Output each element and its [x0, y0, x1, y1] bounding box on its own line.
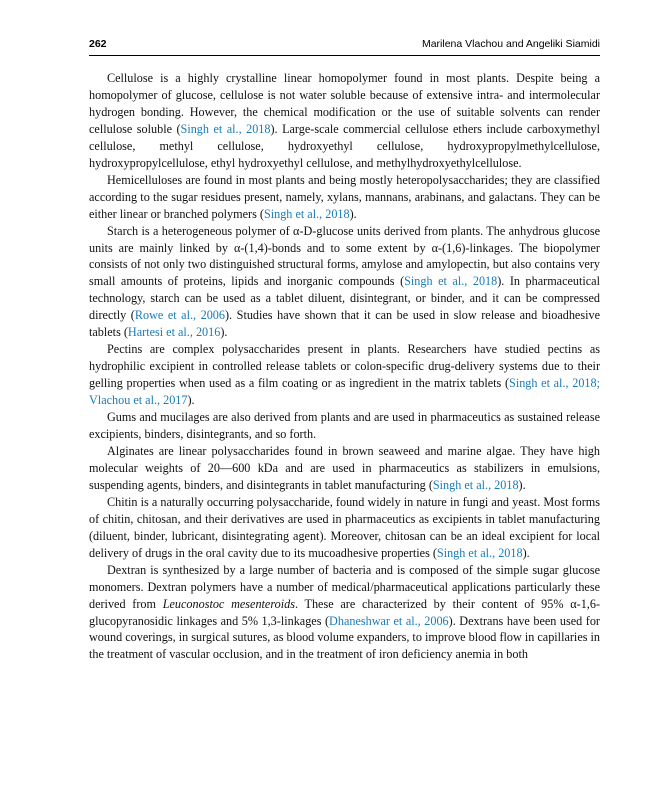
paragraph-text: Alginates are linear polysaccharides found in brown seaweed and marine algae. They have high molecular weights of 20—600 kDa and are used in pharmaceutics as stabilizers in emulsions, suspending agents, binders, and disintegrants in tablet manufacturing (	[89, 443, 600, 492]
running-header	[89, 38, 600, 52]
paragraph	[89, 562, 600, 664]
paragraph	[89, 172, 600, 223]
citation-link[interactable]: Singh et al., 2018	[436, 545, 523, 560]
paragraph-text: Chitin is a naturally occurring polysaccharide, found widely in nature in fungi and yeast. Most forms of chitin, chitosan, and their derivatives are used in pharmaceutics as excipients in tablet manufacturing (diluent, binder, lubricant, disintegrating agent). Moreover, chitosan can be an ideal excipient for local delivery of drugs in the oral cavity due to its mucoadhesive properties (	[89, 494, 600, 560]
paragraph-text: Gums and mucilages are also derived from plants and are used in pharmaceutics as sustained release excipients, binders, disintegrants, and so forth.	[89, 410, 600, 442]
citation-link[interactable]: Singh et al., 2018; Vlachou et al., 2017	[89, 376, 600, 408]
italic-text: Leuconostoc mesenteroids	[162, 596, 295, 611]
paragraph	[89, 443, 600, 494]
paragraph	[89, 494, 600, 562]
paragraph-text: ). Studies have shown that it can be used in slow release and bioadhesive tablets (	[89, 308, 600, 340]
paragraph	[89, 70, 600, 172]
citation-link[interactable]: Singh et al., 2018	[404, 274, 498, 289]
paragraph	[89, 341, 600, 409]
body-text	[89, 70, 600, 663]
paragraph-text: Hemicelluloses are found in most plants and being mostly heteropolysaccharides; they are classified according to the sugar residues present, namely, xylans, mannans, arabinans, and galactans. They can be either linear or branched polymers (	[89, 172, 600, 221]
paragraph-text: ).	[518, 477, 526, 492]
citation-link[interactable]: Dhaneshwar et al., 2006	[329, 613, 449, 628]
paragraph	[89, 409, 600, 443]
running-head-authors: Marilena Vlachou and Angeliki Siamidi	[421, 38, 600, 50]
paragraph	[89, 223, 600, 342]
paragraph-text: ). In pharmaceutical technology, starch can be used as a tablet diluent, disintegrant, or binder, and it can be compressed directly (	[89, 274, 600, 323]
paragraph-text: ). Dextrans have been used for wound coverings, in surgical sutures, as blood volume expanders, to improve blood flow in capillaries in the treatment of vascular occlusion, and in the treatment of iron deficiency anemia in both	[89, 613, 600, 662]
paragraph-text: Cellulose is a highly crystalline linear homopolymer found in most plants. Despite being a homopolymer of glucose, cellulose is not water soluble because of extensive intra- and intermolecular hydrogen bonding. However, the chemical modification or the use of suitable solvents can render cellulose soluble (	[89, 71, 600, 136]
paragraph-text: Starch is a heterogeneous polymer of α-D-glucose units derived from plants. The anhydrous glucose units are mainly linked by α-(1,4)-bonds and to some extent by α-(1,6)-linkages. The biopolymer consists of not only two distinguished structural forms, amylose and amylopectin, but also contains very small amounts of proteins, lipids and inorganic compounds (	[89, 223, 600, 289]
page-number: 262	[89, 38, 107, 50]
citation-link[interactable]: Hartesi et al., 2016	[127, 325, 221, 340]
citation-link[interactable]: Singh et al., 2018	[263, 206, 350, 221]
paragraph-text: ). Large-scale commercial cellulose ethers include carboxymethyl cellulose, methyl cellulose, hydroxyethyl cellulose, hydroxypropylmethylcellulose, hydroxypropylcellulose, ethyl hydroxyethyl cellulose, and methylhydroxyethylcellulose.	[89, 121, 600, 170]
paragraph-text: ).	[187, 393, 195, 408]
citation-link[interactable]: Singh et al., 2018	[432, 477, 519, 492]
paragraph-text: ).	[220, 325, 228, 340]
paragraph-text: ).	[522, 545, 530, 560]
paragraph-text: ).	[349, 206, 357, 221]
paragraph-text: . These are characterized by their content of 95% α-1,6-glucopyranosidic linkages and 5% 1,3-linkages (	[89, 596, 601, 628]
citation-link[interactable]: Rowe et al., 2006	[134, 308, 225, 323]
header-rule	[89, 55, 600, 56]
paragraph-text: Pectins are complex polysaccharides present in plants. Researchers have studied pectins as hydrophilic excipient in controlled release tablets or colon-specific drug-delivery systems due to their gelling properties when used as a film coating or as ingredient in the matrix tablets (	[89, 342, 600, 391]
citation-link[interactable]: Singh et al., 2018	[180, 121, 271, 136]
paragraph-text: Dextran is synthesized by a large number of bacteria and is composed of the simple sugar glucose monomers. Dextran polymers have a number of medical/pharmaceutical applications particularly these derived from	[89, 562, 600, 611]
